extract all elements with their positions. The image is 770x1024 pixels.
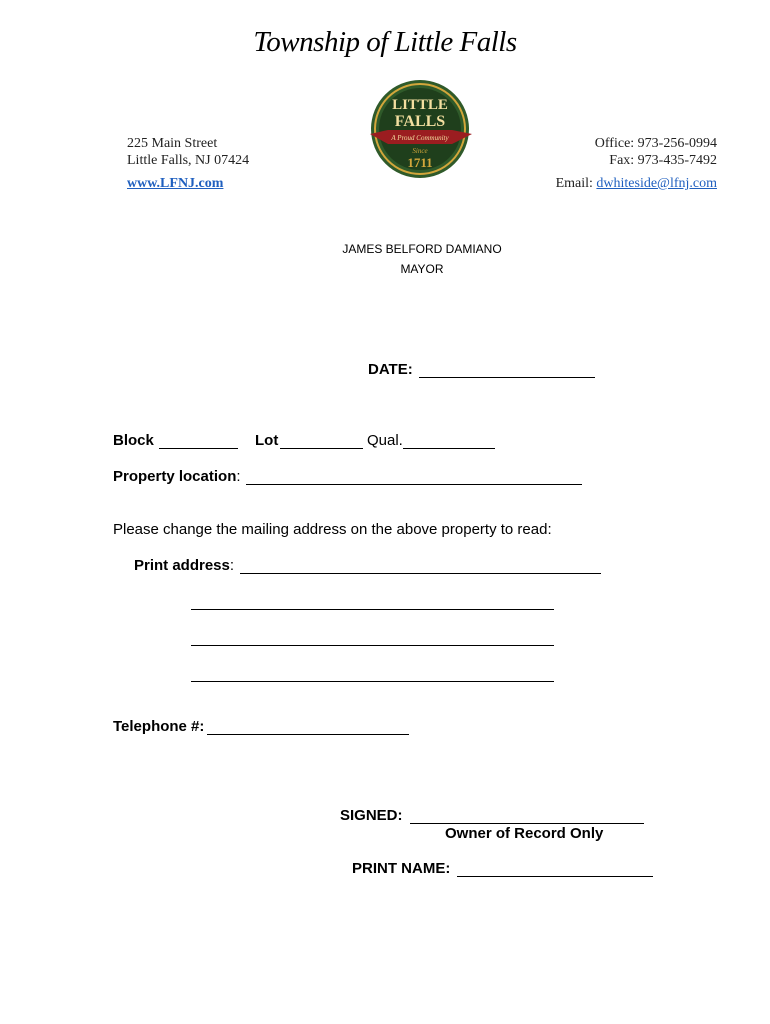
owner-note: Owner of Record Only bbox=[445, 825, 604, 842]
print-address-label-group bbox=[134, 557, 234, 574]
property-location-label: Property location bbox=[113, 468, 237, 485]
logo-ribbon-text: A Proud Community bbox=[391, 134, 449, 142]
page-title: Township of Little Falls bbox=[253, 26, 517, 58]
instruction-text: Please change the mailing address on the above property to read: bbox=[113, 521, 552, 538]
website-link[interactable]: www.LFNJ.com bbox=[127, 176, 224, 191]
date-label: DATE: bbox=[368, 361, 413, 378]
signature-field[interactable] bbox=[410, 823, 644, 824]
city-address: Little Falls, NJ 07424 bbox=[127, 153, 250, 168]
office-phone: Office: 973-256-0994 bbox=[594, 136, 717, 151]
qual-field[interactable] bbox=[403, 448, 495, 449]
logo-since: Since bbox=[412, 147, 428, 155]
print-address-field-1[interactable] bbox=[240, 573, 601, 574]
mayor-name: JAMES BELFORD DAMIANO bbox=[342, 242, 502, 256]
date-field[interactable] bbox=[419, 377, 595, 378]
lot-label: Lot bbox=[255, 432, 279, 449]
township-logo bbox=[368, 78, 474, 180]
telephone-field[interactable] bbox=[207, 734, 409, 735]
property-location-colon: : bbox=[236, 468, 241, 485]
mayor-title: MAYOR bbox=[400, 262, 444, 276]
print-address-label: Print address bbox=[134, 557, 230, 574]
logo-text-little: LITTLE bbox=[392, 97, 448, 113]
email-link[interactable]: dwhiteside@lfnj.com bbox=[596, 176, 717, 191]
property-location-field[interactable] bbox=[246, 484, 582, 485]
print-address-field-2[interactable] bbox=[191, 609, 554, 610]
print-address-field-4[interactable] bbox=[191, 681, 554, 682]
street-address: 225 Main Street bbox=[127, 136, 218, 151]
block-label: Block bbox=[113, 432, 154, 449]
print-address-colon: : bbox=[229, 557, 235, 574]
block-field[interactable] bbox=[159, 448, 238, 449]
lot-field[interactable] bbox=[280, 448, 363, 449]
logo-text-falls: FALLS bbox=[394, 113, 446, 130]
qual-label: Qual. bbox=[367, 432, 403, 449]
print-address-field-3[interactable] bbox=[191, 645, 554, 646]
print-name-field[interactable] bbox=[457, 876, 653, 877]
telephone-label: Telephone #: bbox=[113, 718, 205, 735]
property-location-label-group bbox=[113, 468, 241, 485]
logo-year: 1711 bbox=[407, 155, 433, 170]
fax-number: Fax: 973-435-7492 bbox=[609, 153, 717, 168]
email-line bbox=[556, 175, 717, 192]
signed-label: SIGNED: bbox=[340, 807, 403, 824]
email-label: Email: bbox=[555, 176, 597, 191]
print-name-label: PRINT NAME: bbox=[352, 860, 451, 877]
